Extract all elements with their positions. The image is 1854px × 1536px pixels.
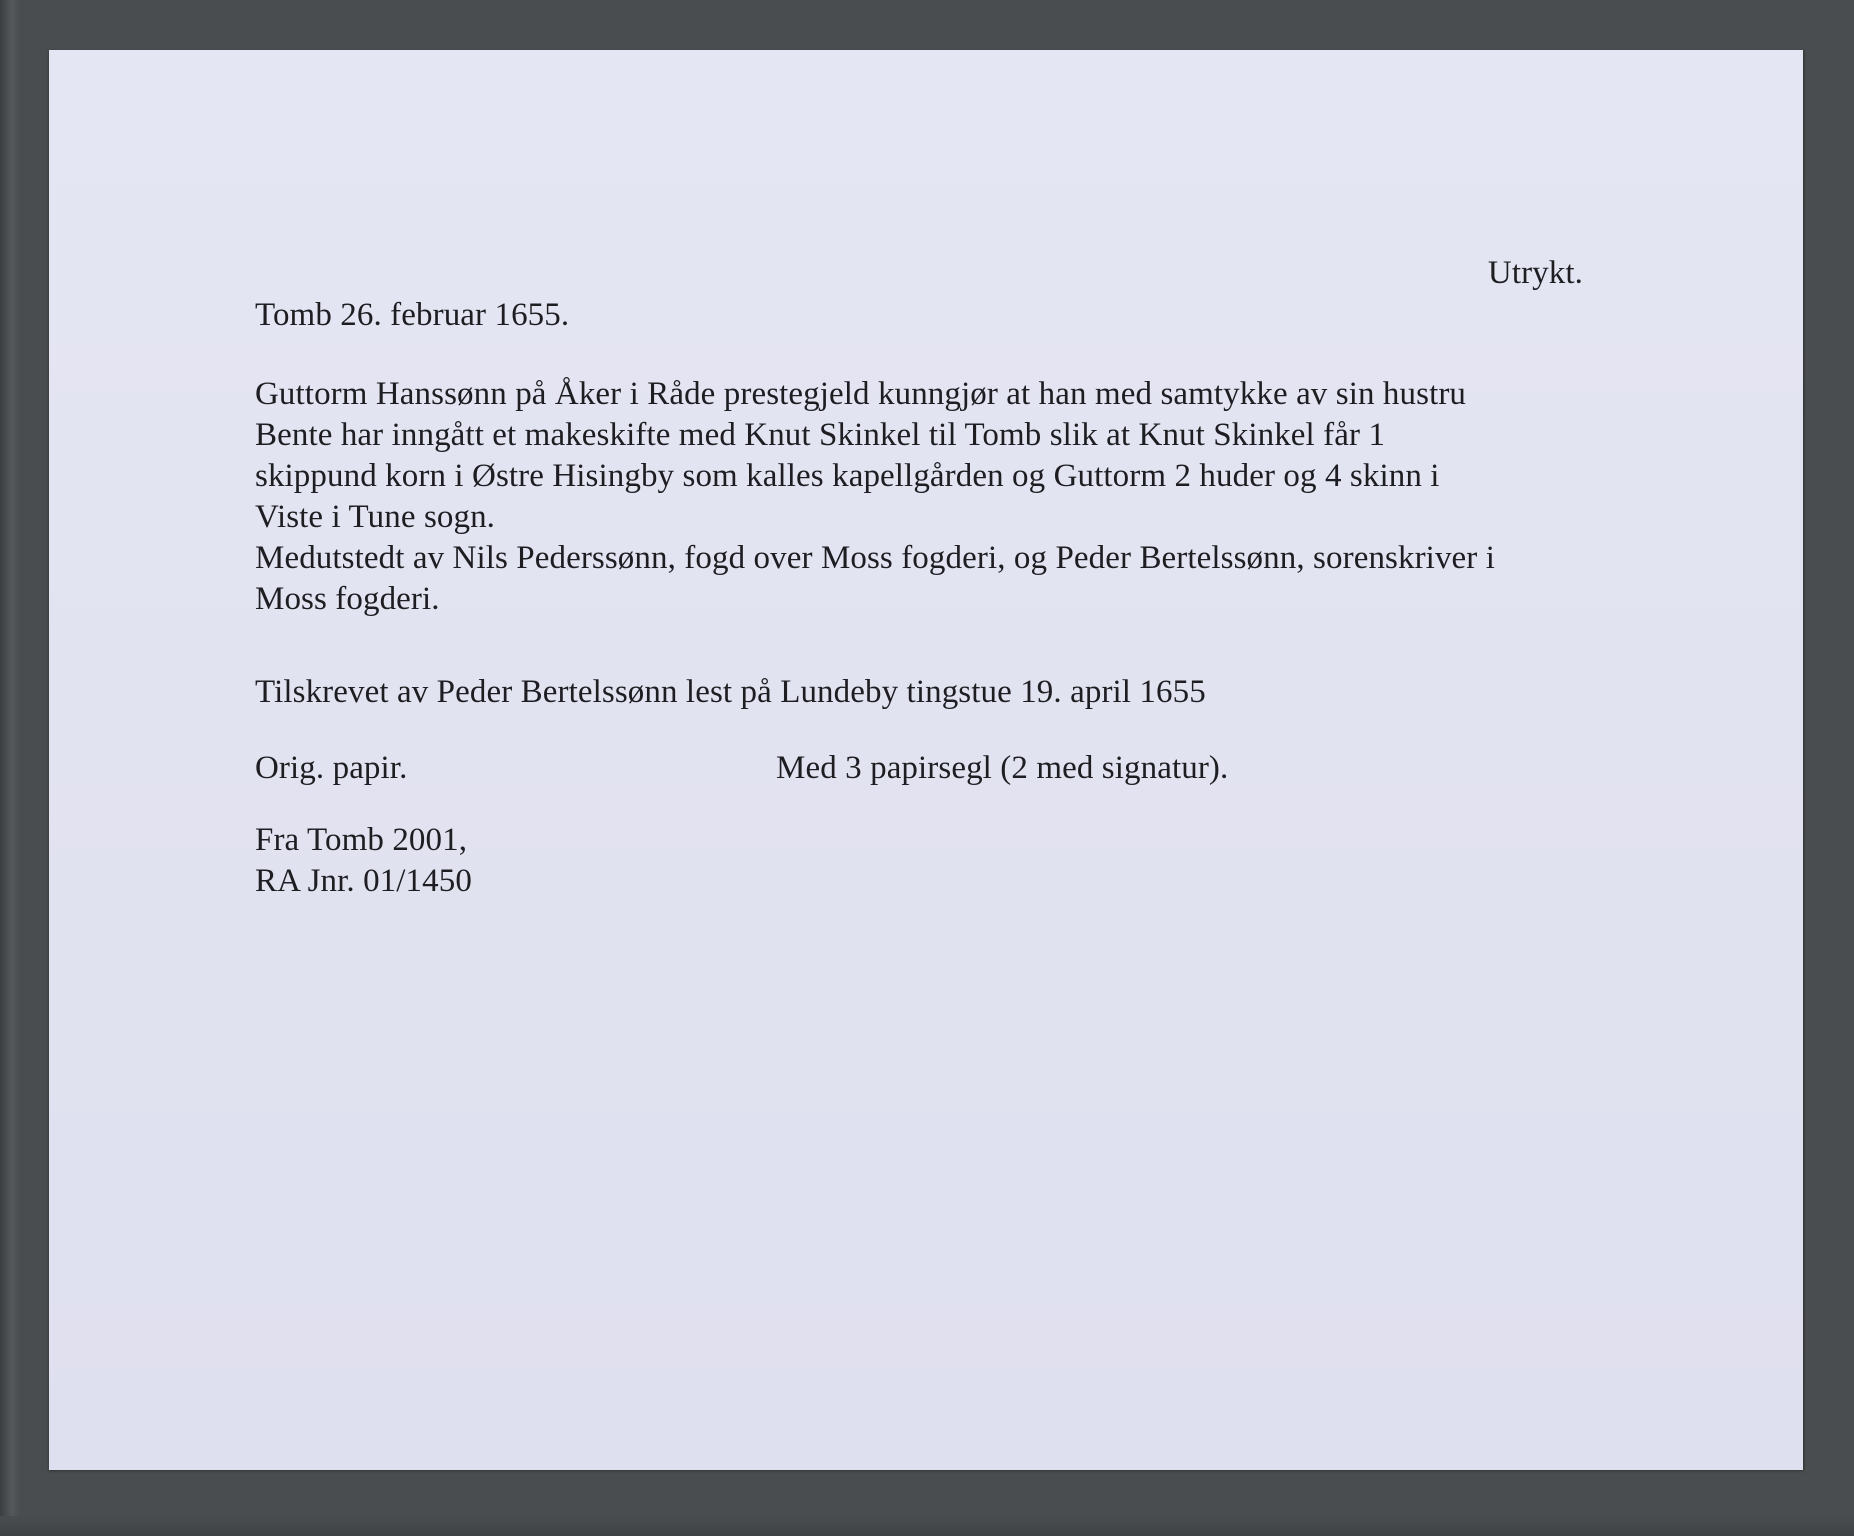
summary-line: Viste i Tune sogn. <box>255 499 496 535</box>
document-sheet <box>49 50 1803 1470</box>
summary-line: skippund korn i Østre Hisingby som kalles kapellgården og Guttorm 2 huder og 4 skinn i <box>255 458 1440 494</box>
summary-line: Guttorm Hanssønn på Åker i Råde prestegjeld kunngjør at han med samtykke av sin hustru <box>255 376 1467 412</box>
seals-note: Med 3 papirsegl (2 med signatur). <box>776 750 1229 786</box>
summary-line: Bente har inngått et makeskifte med Knut Skinkel til Tomb slik at Knut Skinkel får 1 <box>255 417 1386 453</box>
document-title: Tomb 26. februar 1655. <box>255 297 570 333</box>
scan-backdrop-bottom <box>0 1516 1854 1536</box>
scan-backdrop-edge <box>0 0 20 1536</box>
archive-line: Fra Tomb 2001, <box>255 822 468 858</box>
archive-reference <box>255 820 472 902</box>
sheet-edge-shadow <box>1803 50 1805 1470</box>
summary-line: Medutstedt av Nils Pederssønn, fogd over Moss fogderi, og Peder Bertelssønn, sorenskriver i <box>255 540 1495 576</box>
summary-line: Moss fogderi. <box>255 581 440 617</box>
archive-line: RA Jnr. 01/1450 <box>255 863 472 899</box>
summary-paragraph <box>255 374 1495 620</box>
material-note: Orig. papir. <box>255 750 408 786</box>
transcription-note: Tilskrevet av Peder Bertelssønn lest på Lundeby tingstue 19. april 1655 <box>255 674 1206 710</box>
status-note: Utrykt. <box>1487 255 1583 291</box>
